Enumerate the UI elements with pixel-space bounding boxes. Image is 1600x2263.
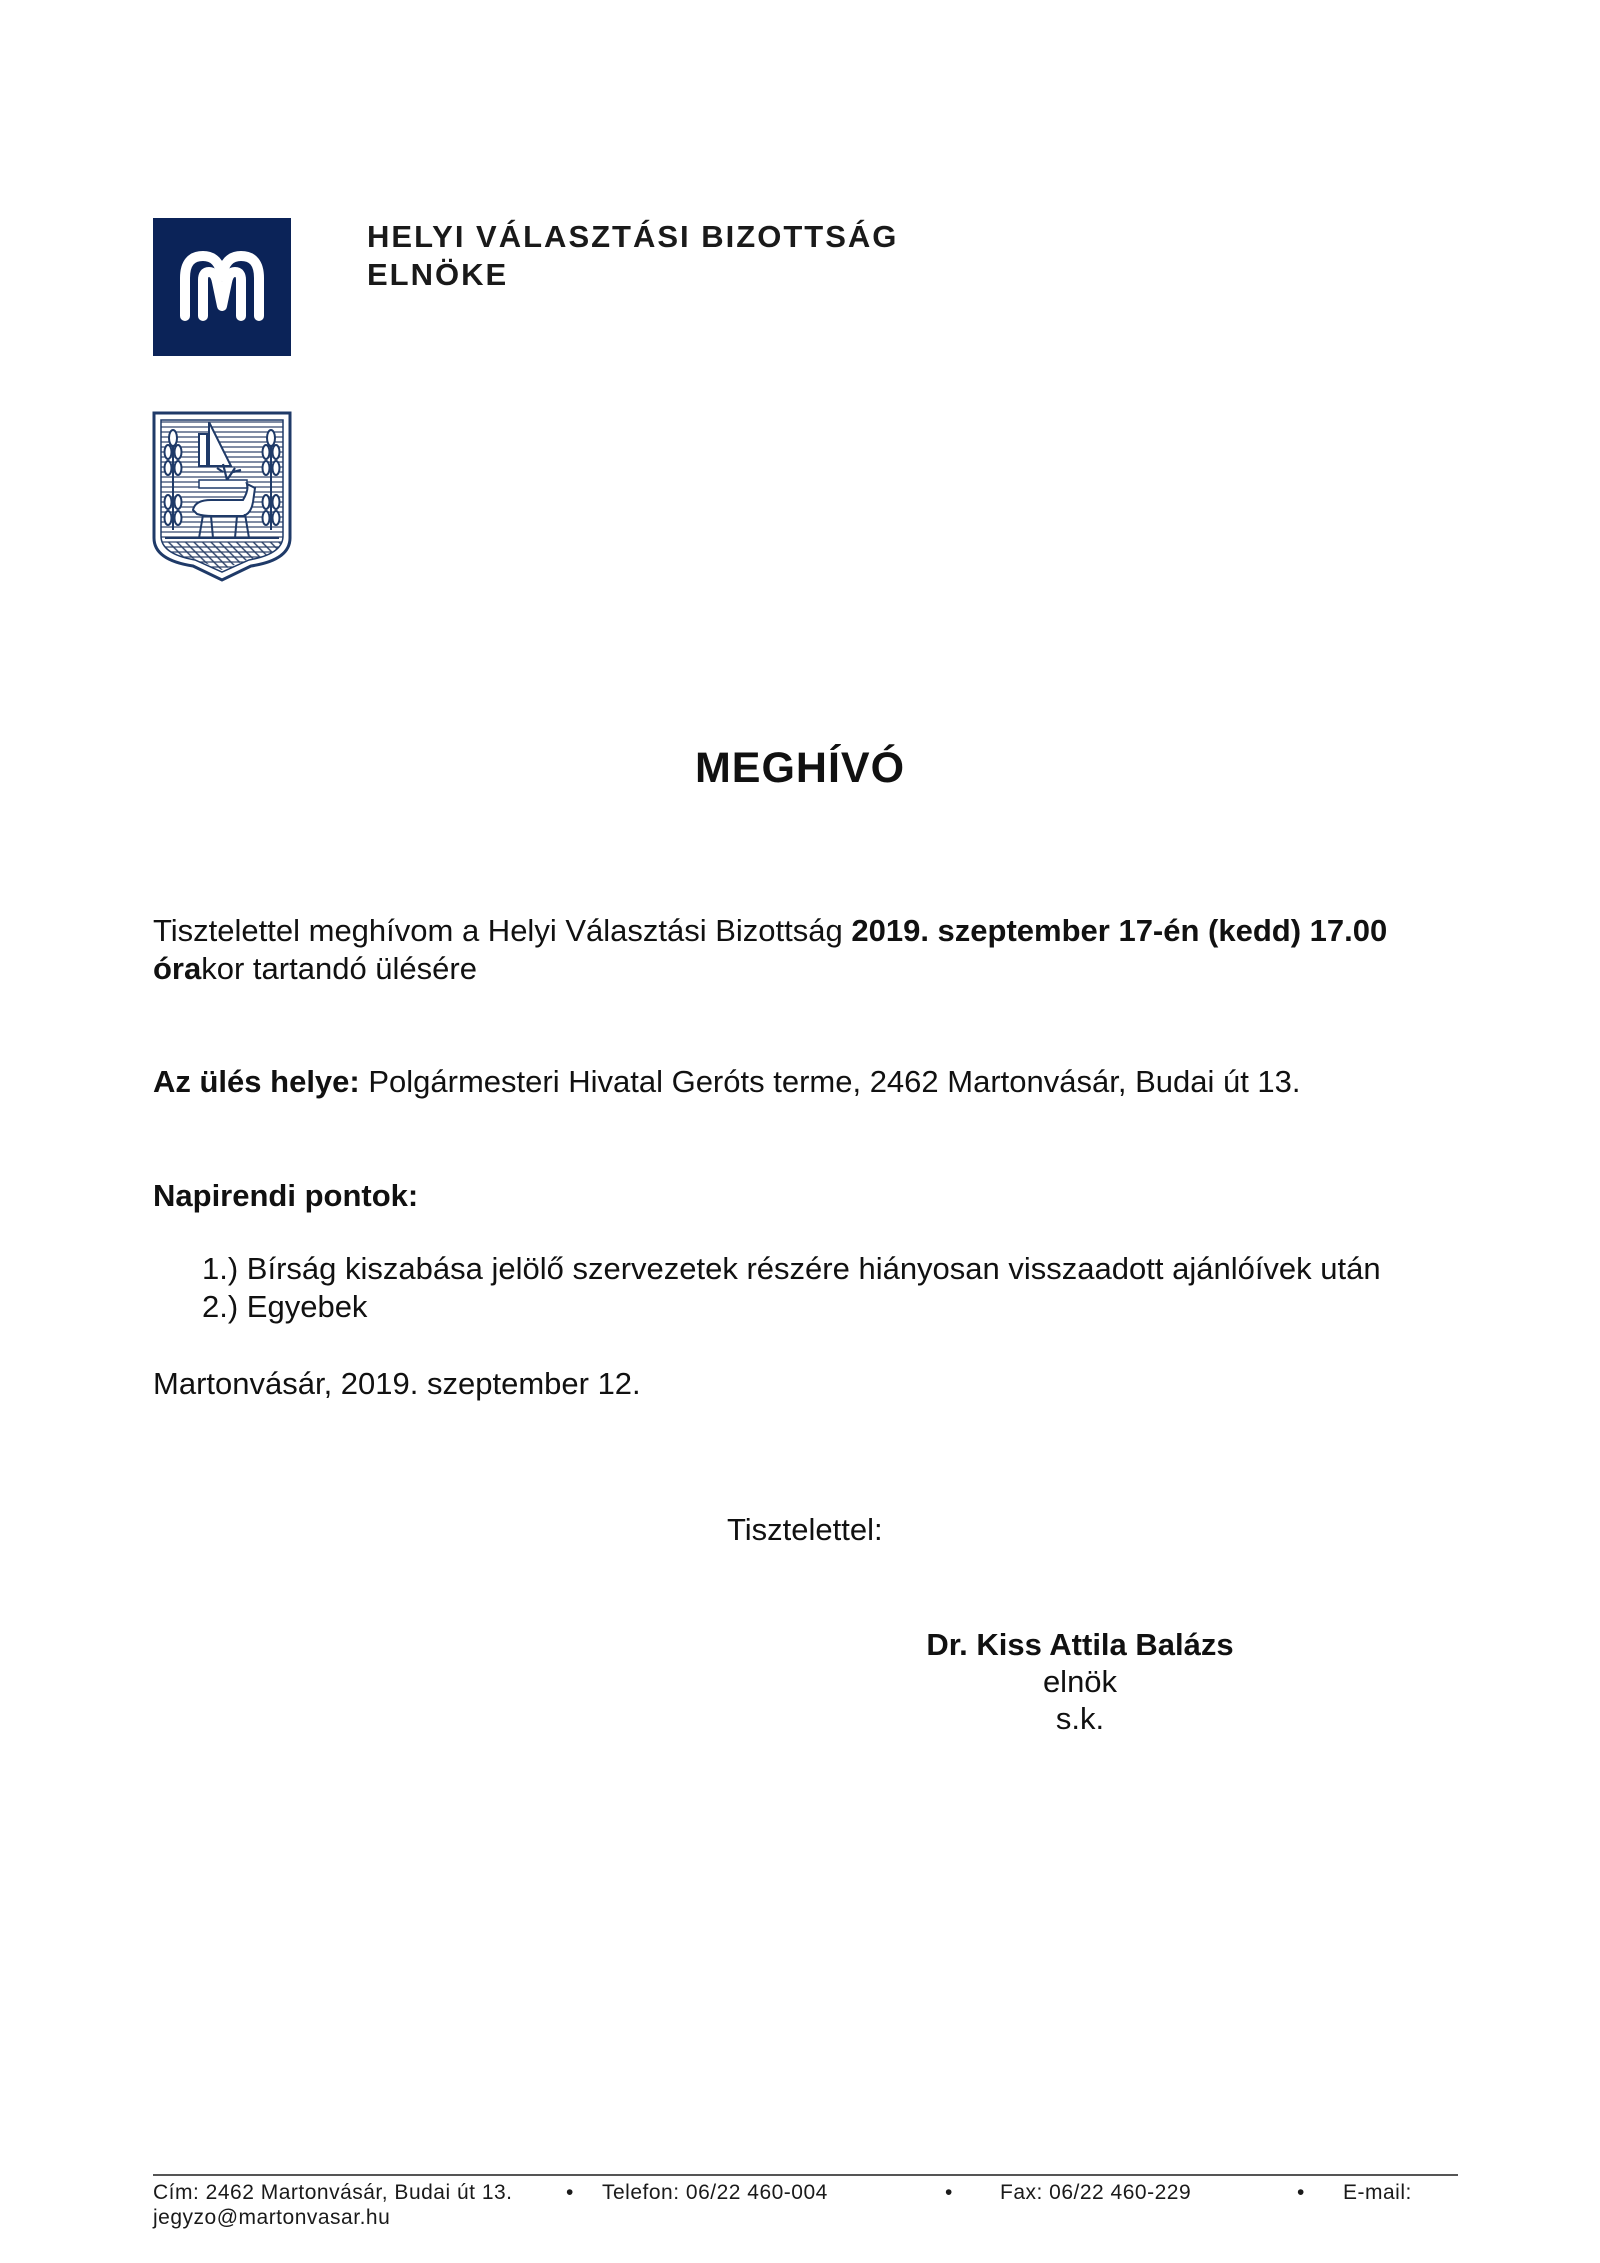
venue-label: Az ülés helye: (153, 1064, 360, 1099)
closing-greeting: Tisztelettel: (727, 1512, 883, 1547)
agenda-item: 1.) Bírság kiszabása jelölő szervezetek részére hiányosan visszaadott ajánlóívek után (202, 1251, 1381, 1286)
invitation-paragraph (153, 912, 1463, 988)
invitation-text-tail: kor tartandó ülésére (201, 951, 477, 986)
place-and-date: Martonvásár, 2019. szeptember 12. (153, 1366, 641, 1401)
footer-phone: Telefon: 06/22 460-004 (602, 2181, 828, 2204)
footer (153, 2180, 1458, 2230)
organization-name (367, 218, 898, 294)
signer-role: elnök (1042, 1664, 1118, 1699)
footer-divider (153, 2174, 1458, 2176)
footer-email-label: E-mail: (1343, 2181, 1412, 2204)
invitation-text: Tisztelettel meghívom a Helyi Választási Bizottság (153, 913, 852, 948)
signature-block (880, 1626, 1280, 1737)
coat-of-arms-icon (151, 410, 293, 582)
m-monogram-logo-icon (153, 218, 291, 356)
footer-address: Cím: 2462 Martonvásár, Budai út 13. (153, 2181, 513, 2204)
agenda-item: 2.) Egyebek (202, 1289, 368, 1324)
venue-value: Polgármesteri Hivatal Geróts terme, 2462 Martonvásár, Budai út 13. (359, 1064, 1301, 1099)
signer-name: Dr. Kiss Attila Balázs (926, 1627, 1234, 1662)
agenda-list (202, 1250, 1502, 1326)
agenda-heading: Napirendi pontok: (153, 1178, 419, 1213)
meeting-datetime: 2019. szeptember 17-én (kedd) 17.00 óra (153, 913, 1388, 986)
footer-fax: Fax: 06/22 460-229 (1000, 2181, 1192, 2204)
document-title: MEGHÍVÓ (694, 744, 906, 792)
footer-separator: • (1297, 2181, 1305, 2204)
meeting-venue (153, 1063, 1473, 1101)
footer-separator: • (945, 2181, 953, 2204)
organization-name-line2: ELNÖKE (367, 257, 509, 292)
signature-note: s.k. (1055, 1701, 1105, 1736)
footer-email-link[interactable]: jegyzo@martonvasar.hu (153, 2206, 391, 2229)
footer-separator: • (566, 2181, 574, 2204)
organization-name-line1: HELYI VÁLASZTÁSI BIZOTTSÁG (367, 219, 899, 254)
